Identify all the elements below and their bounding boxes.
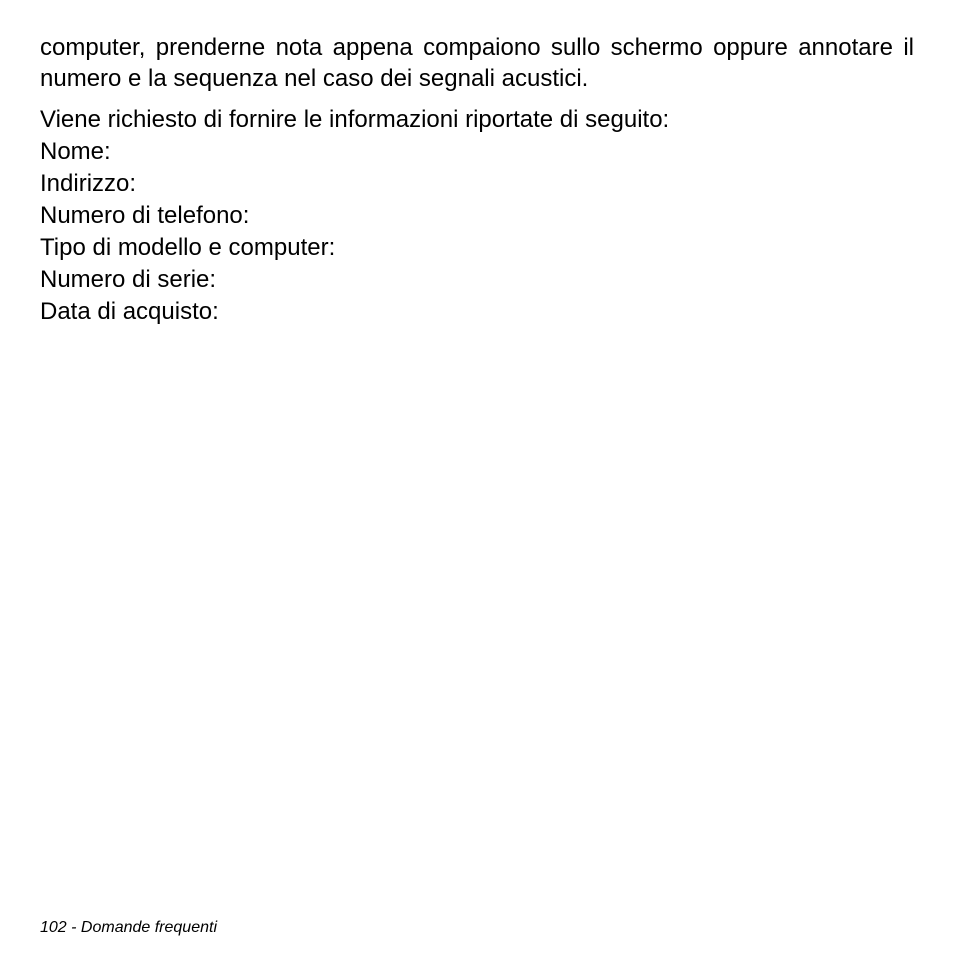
intro-paragraph: computer, prenderne nota appena compaiono sullo schermo oppure annotare il numero e la sequenza nel caso dei segnali acustici.	[40, 34, 914, 92]
field-model-and-computer-type: Tipo di modello e computer:	[40, 234, 336, 261]
page-footer: 102 - Domande frequenti	[40, 919, 217, 936]
field-name: Nome:	[40, 138, 111, 165]
field-serial-number: Numero di serie:	[40, 266, 217, 293]
field-phone-number: Numero di telefono:	[40, 202, 250, 229]
request-paragraph: Viene richiesto di fornire le informazioni riportate di seguito:	[40, 106, 670, 133]
information-field-list	[40, 136, 914, 328]
page-content	[40, 32, 914, 328]
field-purchase-date: Data di acquisto:	[40, 298, 219, 325]
field-address: Indirizzo:	[40, 170, 137, 197]
